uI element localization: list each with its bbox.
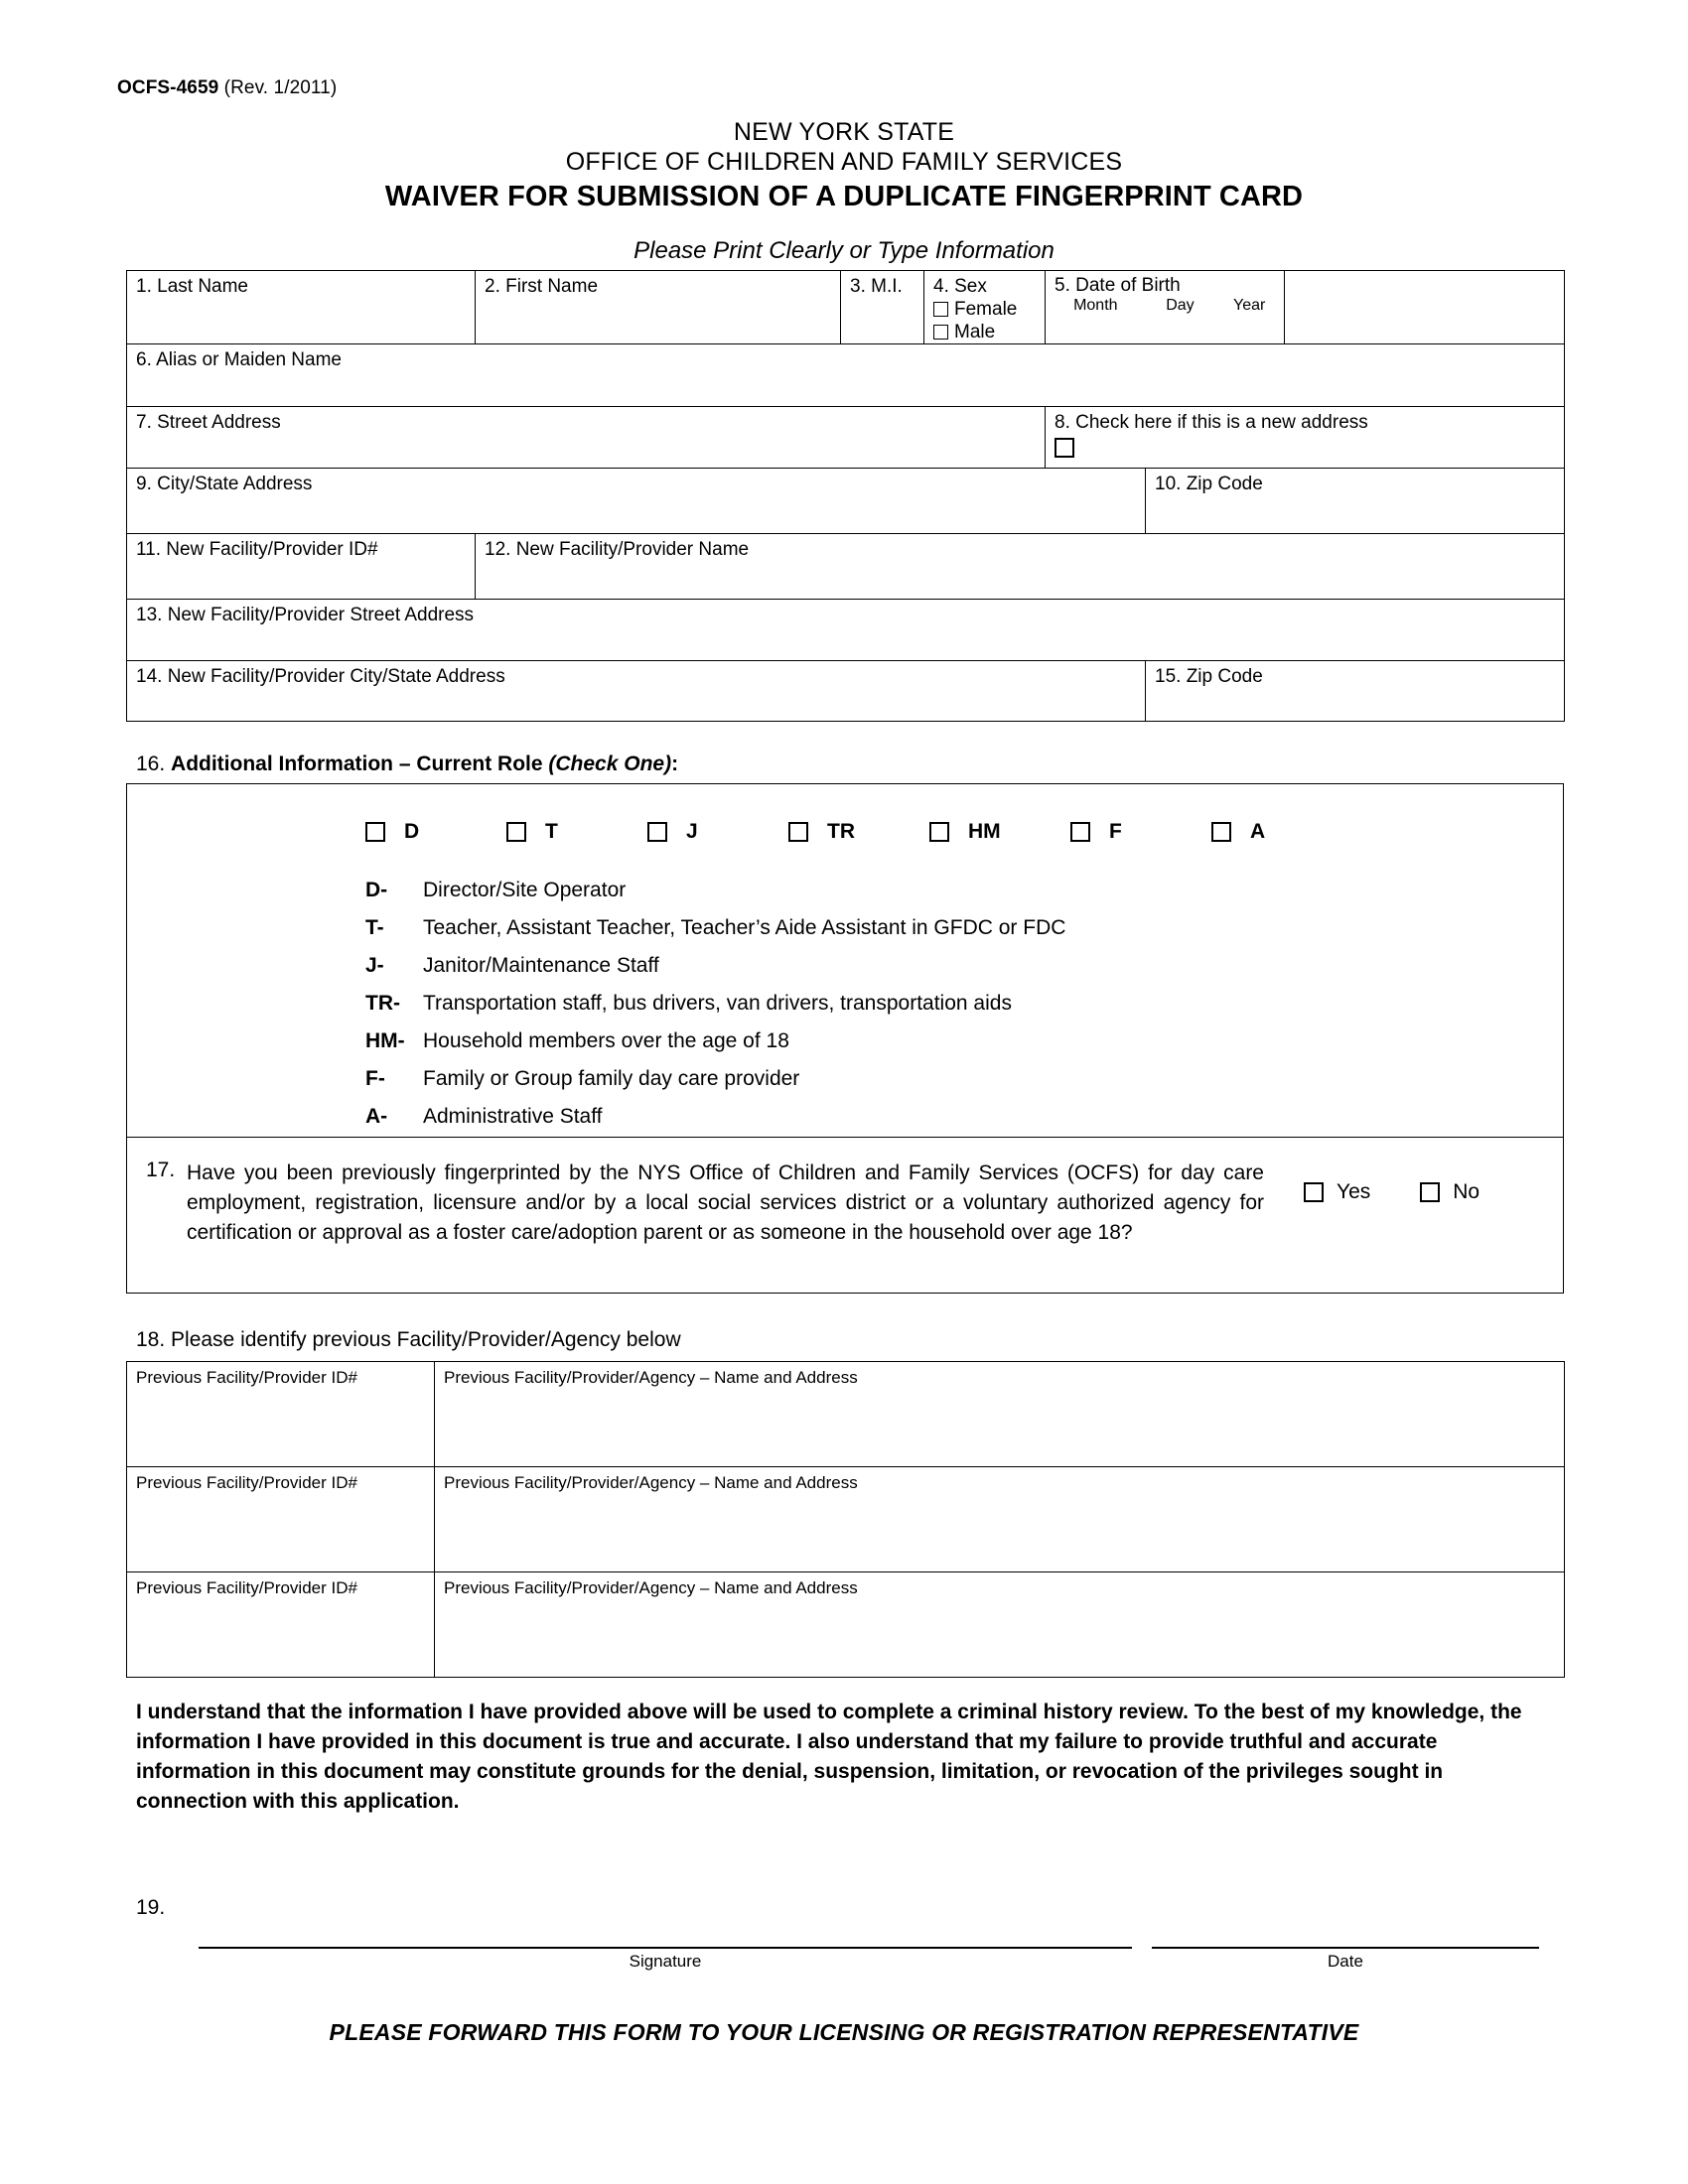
section-16-heading bbox=[136, 752, 678, 776]
question-17-text: Have you been previously fingerprinted by the NYS Office of Children and Family Services (OCFS) for day care employment, registration, licensure and/or by a local social services district or a voluntary authorized agency for certification or approval as a foster care/adoption parent or as someone in the household over age 18? bbox=[187, 1161, 1264, 1244]
legend-desc-f: Family or Group family day care provider bbox=[423, 1067, 800, 1090]
signature-section-number: 19. bbox=[136, 1896, 166, 1919]
previous-facility-id-3[interactable] bbox=[127, 1572, 435, 1678]
legend-item-j bbox=[365, 954, 1065, 992]
role-checkbox-a[interactable] bbox=[1211, 820, 1352, 844]
previous-facility-table bbox=[126, 1361, 1565, 1678]
field-first-name[interactable] bbox=[476, 271, 841, 344]
attestation-text: I understand that the information I have provided above will be used to complete a criminal history review. To the best of my knowledge, the information I have provided in this document is true and accurate. I also understand that my failure to provide truthful and accurate information in this document may constitute grounds for the denial, suspension, limitation, or revocation of the privileges sought in connection with this application. bbox=[136, 1701, 1522, 1813]
field-date-of-birth[interactable] bbox=[1046, 271, 1285, 344]
field-sex-label: 4. Sex bbox=[933, 276, 987, 297]
checkbox-role-t-icon[interactable] bbox=[506, 822, 526, 842]
legend-item-d bbox=[365, 879, 1065, 916]
field-new-facility-name[interactable] bbox=[476, 534, 1565, 600]
previous-facility-name-1[interactable] bbox=[435, 1362, 1565, 1467]
table-row-alias bbox=[127, 344, 1565, 407]
footer-instruction: PLEASE FORWARD THIS FORM TO YOUR LICENSING OR REGISTRATION REPRESENTATIVE bbox=[329, 2019, 1359, 2045]
table-row-new-facility-street bbox=[127, 600, 1565, 661]
date-line[interactable] bbox=[1152, 1947, 1539, 1949]
table-row-city-state bbox=[127, 469, 1565, 534]
sex-female-label: Female bbox=[954, 299, 1018, 320]
legend-item-hm bbox=[365, 1029, 1065, 1067]
field-zip-code-label: 10. Zip Code bbox=[1155, 474, 1263, 494]
print-instruction: Please Print Clearly or Type Information bbox=[633, 237, 1055, 264]
question-17-no-label: No bbox=[1453, 1180, 1480, 1203]
field-city-state-label: 9. City/State Address bbox=[136, 474, 313, 494]
checkbox-yes-icon[interactable] bbox=[1304, 1182, 1324, 1202]
previous-facility-name-label-2: Previous Facility/Provider/Agency – Name and Address bbox=[444, 1473, 858, 1492]
sex-male-option[interactable] bbox=[933, 321, 1045, 343]
dob-day-label: Day bbox=[1166, 297, 1195, 314]
previous-facility-id-label-1: Previous Facility/Provider ID# bbox=[136, 1368, 357, 1387]
checkbox-new-address-wrap[interactable] bbox=[1055, 438, 1564, 461]
previous-facility-id-1[interactable] bbox=[127, 1362, 435, 1467]
table-row-new-facility-city bbox=[127, 661, 1565, 722]
form-number bbox=[117, 77, 337, 99]
field-new-facility-street-label: 13. New Facility/Provider Street Address bbox=[136, 605, 475, 625]
role-checkbox-row bbox=[365, 820, 1352, 844]
table-row bbox=[127, 1572, 1565, 1678]
role-checkbox-t[interactable] bbox=[506, 820, 647, 844]
role-legend bbox=[365, 879, 1065, 1143]
role-code-tr: TR bbox=[827, 820, 855, 843]
page-title: WAIVER FOR SUBMISSION OF A DUPLICATE FINGERPRINT CARD bbox=[384, 181, 1304, 212]
field-new-facility-city-state[interactable] bbox=[127, 661, 1146, 722]
question-17-yes-option[interactable] bbox=[1304, 1180, 1370, 1204]
previous-facility-id-label-3: Previous Facility/Provider ID# bbox=[136, 1578, 357, 1597]
field-new-facility-name-label: 12. New Facility/Provider Name bbox=[485, 539, 750, 560]
legend-code-j: J- bbox=[365, 954, 384, 977]
date-label: Date bbox=[1328, 1952, 1363, 1971]
field-middle-initial[interactable] bbox=[841, 271, 924, 344]
legend-item-f bbox=[365, 1067, 1065, 1105]
field-new-facility-id[interactable] bbox=[127, 534, 476, 600]
checkbox-no-icon[interactable] bbox=[1420, 1182, 1440, 1202]
agency-line-2: OFFICE OF CHILDREN AND FAMILY SERVICES bbox=[565, 148, 1123, 176]
table-row-names bbox=[127, 271, 1565, 344]
role-checkbox-f[interactable] bbox=[1070, 820, 1211, 844]
question-17-number: 17. bbox=[146, 1159, 176, 1181]
legend-code-hm: HM- bbox=[365, 1029, 405, 1052]
question-17-answers bbox=[1304, 1180, 1529, 1204]
section-16-number: 16. bbox=[136, 752, 172, 775]
form-revision: (Rev. 1/2011) bbox=[223, 77, 338, 98]
field-new-facility-street[interactable] bbox=[127, 600, 1565, 661]
previous-facility-name-label-1: Previous Facility/Provider/Agency – Name and Address bbox=[444, 1368, 858, 1387]
field-alias-label: 6. Alias or Maiden Name bbox=[136, 349, 342, 370]
role-selection-box bbox=[126, 783, 1564, 1138]
checkbox-male-icon[interactable] bbox=[933, 325, 948, 340]
checkbox-role-hm-icon[interactable] bbox=[929, 822, 949, 842]
identity-table bbox=[126, 270, 1565, 722]
checkbox-new-address-icon[interactable] bbox=[1055, 438, 1074, 458]
checkbox-role-d-icon[interactable] bbox=[365, 822, 385, 842]
legend-code-f: F- bbox=[365, 1067, 385, 1090]
previous-facility-name-label-3: Previous Facility/Provider/Agency – Name and Address bbox=[444, 1578, 858, 1597]
field-middle-initial-label: 3. M.I. bbox=[850, 276, 903, 297]
checkbox-role-j-icon[interactable] bbox=[647, 822, 667, 842]
role-code-d: D bbox=[404, 820, 420, 843]
field-sex[interactable] bbox=[924, 271, 1046, 344]
legend-item-tr bbox=[365, 992, 1065, 1029]
role-code-hm: HM bbox=[968, 820, 1001, 843]
field-dob-label: 5. Date of Birth bbox=[1055, 275, 1181, 296]
legend-code-d: D- bbox=[365, 879, 388, 901]
field-new-address-check[interactable] bbox=[1046, 407, 1565, 469]
legend-desc-j: Janitor/Maintenance Staff bbox=[423, 954, 659, 977]
field-zip-code[interactable] bbox=[1146, 469, 1565, 534]
legend-desc-d: Director/Site Operator bbox=[423, 879, 627, 901]
checkbox-role-f-icon[interactable] bbox=[1070, 822, 1090, 842]
field-new-facility-city-label: 14. New Facility/Provider City/State Address bbox=[136, 666, 505, 687]
previous-facility-name-2[interactable] bbox=[435, 1467, 1565, 1572]
legend-code-tr: TR- bbox=[365, 992, 400, 1015]
signature-line[interactable] bbox=[199, 1947, 1132, 1949]
signature-label: Signature bbox=[629, 1952, 702, 1971]
previous-facility-name-3[interactable] bbox=[435, 1572, 1565, 1678]
previous-facility-id-2[interactable] bbox=[127, 1467, 435, 1572]
field-city-state-address[interactable] bbox=[127, 469, 1146, 534]
section-16-check-one: (Check One) bbox=[548, 752, 672, 775]
legend-code-t: T- bbox=[365, 916, 384, 939]
section-18-heading: 18. Please identify previous Facility/Provider/Agency below bbox=[136, 1328, 681, 1351]
question-17-yes-label: Yes bbox=[1336, 1180, 1371, 1203]
field-new-facility-zip-label: 15. Zip Code bbox=[1155, 666, 1263, 687]
role-code-t: T bbox=[545, 820, 558, 843]
role-checkbox-d[interactable] bbox=[365, 820, 506, 844]
question-17-no-option[interactable] bbox=[1420, 1180, 1479, 1204]
role-checkbox-hm[interactable] bbox=[929, 820, 1070, 844]
field-new-facility-zip[interactable] bbox=[1146, 661, 1565, 722]
previous-facility-id-label-2: Previous Facility/Provider ID# bbox=[136, 1473, 357, 1492]
dob-subheaders bbox=[1046, 297, 1284, 315]
sex-male-label: Male bbox=[954, 322, 996, 342]
table-row bbox=[127, 1362, 1565, 1467]
table-row-new-facility bbox=[127, 534, 1565, 600]
role-code-f: F bbox=[1109, 820, 1122, 843]
field-street-address-label: 7. Street Address bbox=[136, 412, 281, 433]
agency-line-1: NEW YORK STATE bbox=[733, 118, 955, 146]
role-checkbox-tr[interactable] bbox=[788, 820, 929, 844]
field-dob-spacer bbox=[1285, 271, 1565, 344]
sex-female-option[interactable] bbox=[933, 298, 1045, 321]
dob-month-label: Month bbox=[1073, 297, 1118, 314]
legend-item-t bbox=[365, 916, 1065, 954]
legend-desc-hm: Household members over the age of 18 bbox=[423, 1029, 789, 1052]
table-row bbox=[127, 1467, 1565, 1572]
role-checkbox-j[interactable] bbox=[647, 820, 788, 844]
legend-desc-tr: Transportation staff, bus drivers, van drivers, transportation aids bbox=[423, 992, 1012, 1015]
checkbox-role-tr-icon[interactable] bbox=[788, 822, 808, 842]
field-last-name-label: 1. Last Name bbox=[136, 276, 248, 297]
question-17-box bbox=[126, 1138, 1564, 1294]
checkbox-role-a-icon[interactable] bbox=[1211, 822, 1231, 842]
role-code-j: J bbox=[686, 820, 698, 843]
table-row-street bbox=[127, 407, 1565, 469]
checkbox-female-icon[interactable] bbox=[933, 302, 948, 317]
form-number-code: OCFS-4659 bbox=[117, 77, 219, 98]
field-new-address-label: 8. Check here if this is a new address bbox=[1055, 412, 1368, 433]
field-street-address[interactable] bbox=[127, 407, 1046, 469]
field-last-name[interactable] bbox=[127, 271, 476, 344]
section-16-colon: : bbox=[671, 752, 679, 775]
legend-code-a: A- bbox=[365, 1105, 388, 1128]
section-16-title: Additional Information – Current Role bbox=[171, 752, 549, 775]
field-alias[interactable] bbox=[127, 344, 1565, 407]
role-code-a: A bbox=[1250, 820, 1266, 843]
legend-desc-t: Teacher, Assistant Teacher, Teacher’s Aide Assistant in GFDC or FDC bbox=[423, 916, 1066, 939]
field-new-facility-id-label: 11. New Facility/Provider ID# bbox=[136, 539, 378, 560]
title-block bbox=[0, 117, 1688, 265]
dob-year-label: Year bbox=[1233, 297, 1266, 314]
legend-desc-a: Administrative Staff bbox=[423, 1105, 603, 1128]
field-first-name-label: 2. First Name bbox=[485, 276, 599, 297]
